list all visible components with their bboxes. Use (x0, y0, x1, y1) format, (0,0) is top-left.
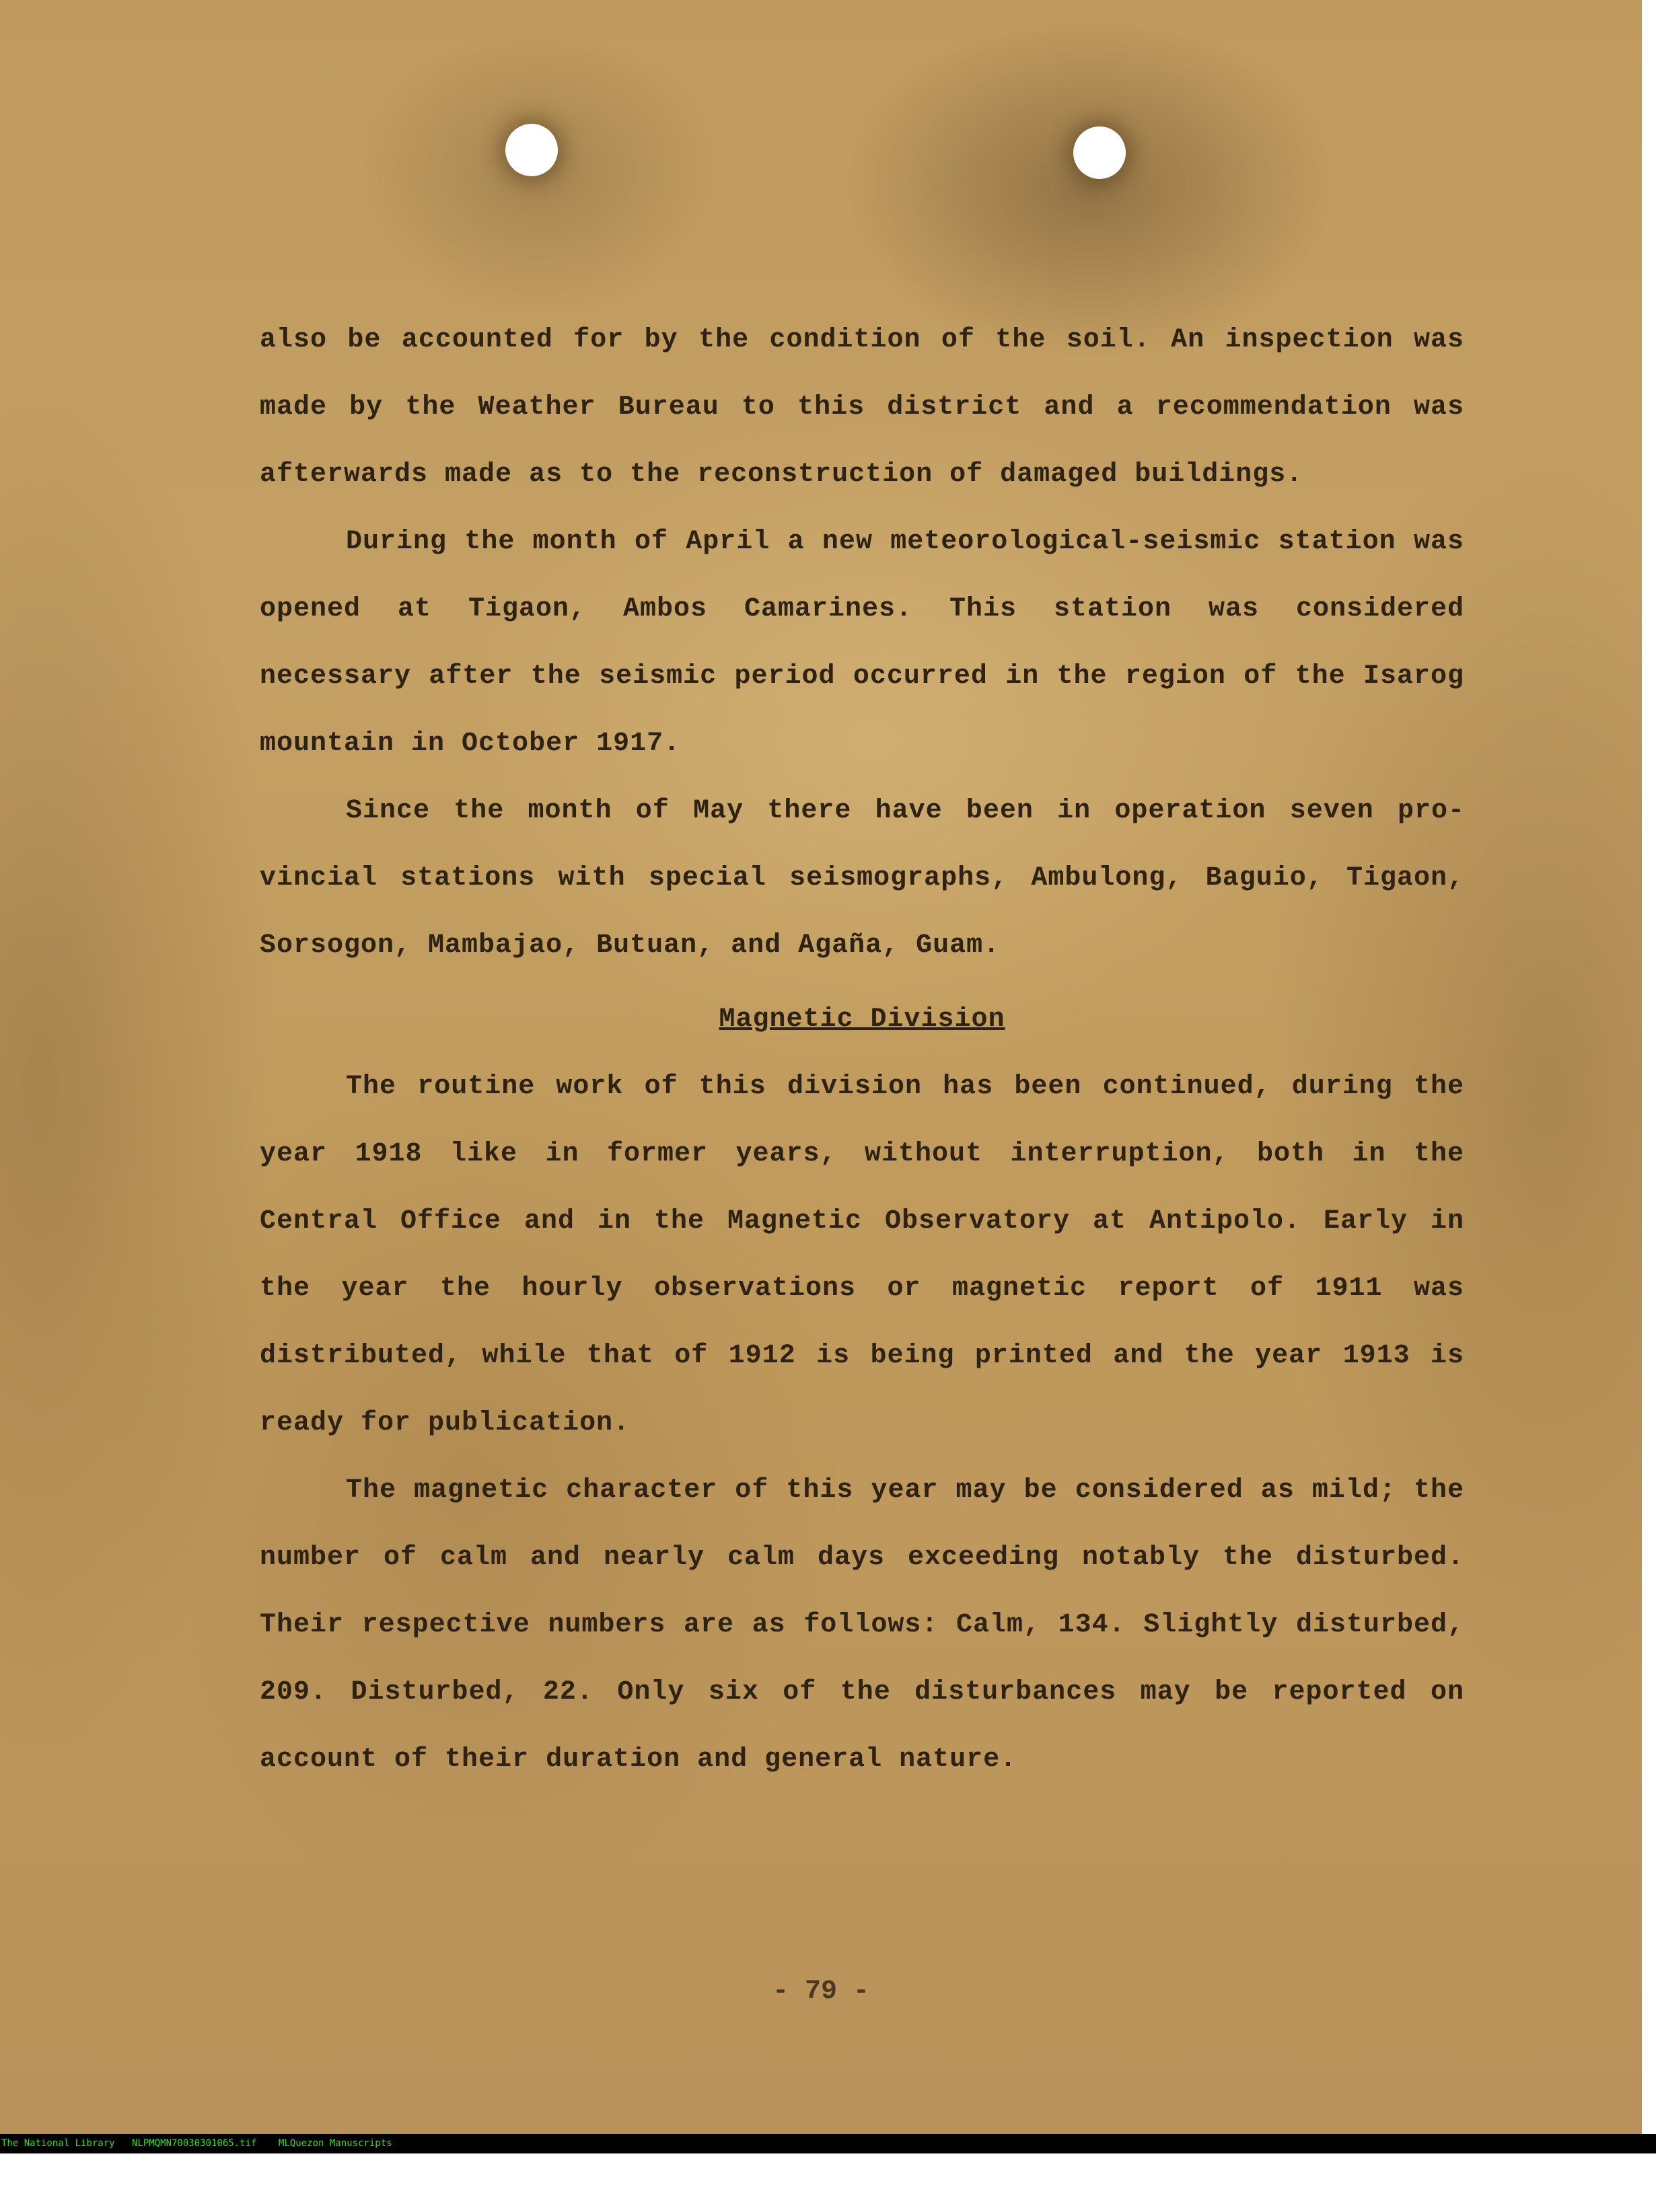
footer-library: The National Library (1, 2138, 115, 2149)
typed-text-body (260, 307, 1464, 1794)
scan-footer-bar (0, 2134, 1656, 2153)
paragraph: Since the month of May there have been in operation seven provincial stations with special seismographs, Ambulong, Baguio, Tigaon, Sorsogon, Mambajao, Butuan, and Agaña, Guam. (260, 796, 1464, 961)
section-heading: Magnetic Division (719, 1004, 1005, 1035)
paragraph: also be accounted for by the condition of the soil. An inspection was made by the Weather Bureau to this district and a recommendation was afterwards made as to the reconstruction of damaged buildings. (260, 325, 1464, 490)
punch-hole-left (505, 124, 558, 176)
page-number: - 79 - (772, 1977, 870, 2007)
paragraph: During the month of April a new meteorological-seismic station was opened at Tigaon, Ambos Camarines. This station was considered necessary after the seismic period occurred in the region of the Isarog mountain in October 1917. (260, 527, 1464, 759)
footer-collection: MLQuezon Manuscripts (279, 2138, 392, 2149)
paragraph: The routine work of this division has been continued, during the year 1918 like in former years, without interruption, both in the Central Office and in the Magnetic Observatory at Antipolo. Early in the year the hourly observations or magnetic report of 1911 was distributed, while that of 1912 is being printed and the year 1913 is ready for publication. (260, 1072, 1464, 1438)
paragraph: The magnetic character of this year may be considered as mild; the number of calm and nearly calm days exceeding notably the disturbed. Their respective numbers are as follows: Calm, 134. Slightly disturbed, 209. Disturbed, 22. Only six of the disturbances may be reported on account of their duration and general nature. (260, 1475, 1464, 1775)
punch-hole-right (1073, 126, 1126, 179)
footer-file-id: NLPMQMN70030301065.tif (132, 2138, 257, 2149)
